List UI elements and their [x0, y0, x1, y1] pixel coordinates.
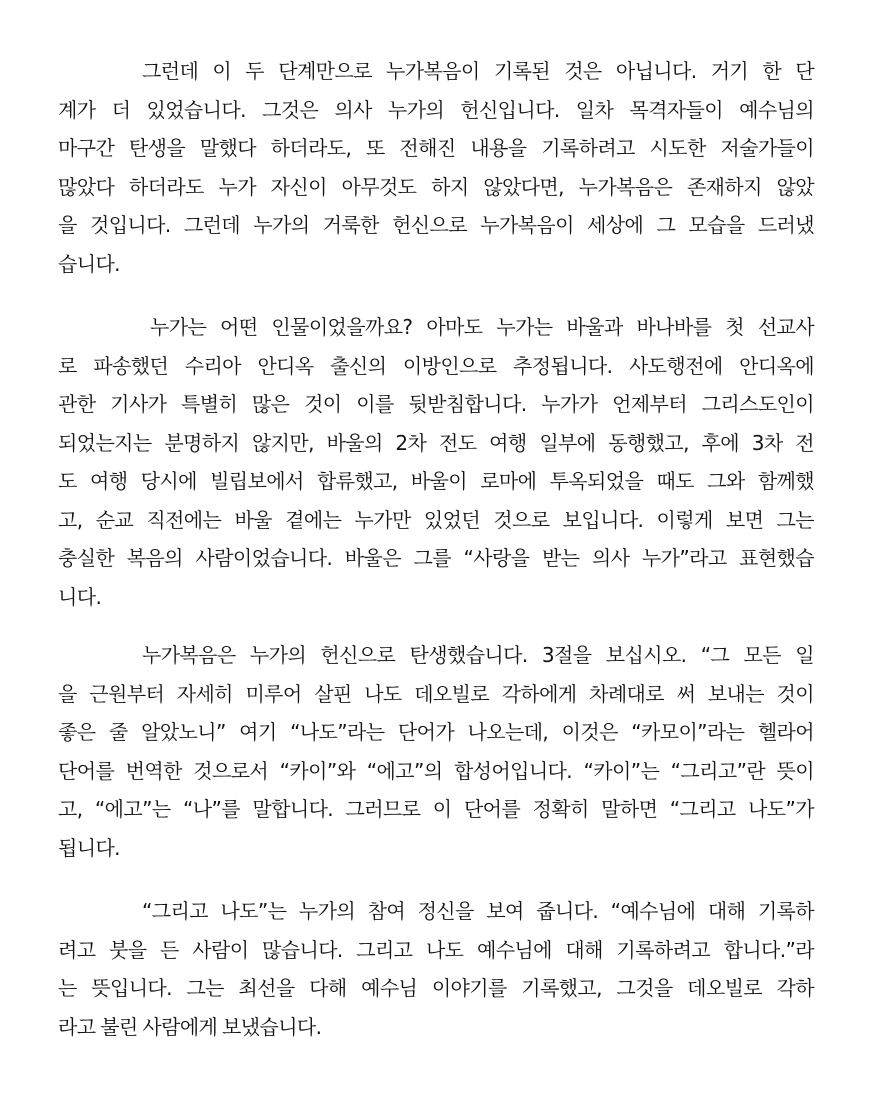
text-line: 니다. [58, 584, 102, 609]
text-line: 그런데 이 두 단계만으로 누가복음이 기록된 것은 아닙니다. 거기 한 단 [142, 59, 814, 83]
text-line: 습니다. [58, 251, 120, 276]
text-line: 관한 기사가 특별히 많은 것이 이를 뒷받침합니다. 누가가 언제부터 그리스도인이 [58, 392, 814, 416]
paragraph-4 [58, 892, 814, 1046]
text-line: 계가 더 있었습니다. 그것은 의사 누가의 헌신입니다. 일차 목격자들이 예수님의 [58, 97, 814, 122]
text-line: 는 뜻입니다. 그는 최선을 다해 예수님 이야기를 기록했고, 그것을 데오빌로 각하 [58, 976, 814, 1000]
paragraph-1 [58, 52, 814, 283]
text-line: 누가는 어떤 인물이었을까요? 아마도 누가는 바울과 바나바를 첫 선교사 [150, 315, 814, 339]
text-line: 되었는지는 분명하지 않지만, 바울의 2차 전도 여행 일부에 동행했고, 후에 3차 전 [58, 430, 814, 455]
text-line: 고, 순교 직전에는 바울 곁에는 누가만 있었던 것으로 보입니다. 이렇게 보면 그는 [58, 507, 814, 532]
text-line: 충실한 복음의 사람이었습니다. 바울은 그를 “사랑을 받는 의사 누가”라고 표현했습 [58, 546, 814, 570]
text-line: 됩니다. [58, 835, 120, 860]
text-line: 단어를 번역한 것으로서 “카이”와 “에고”의 합성어입니다. “카이”는 “그리고”란 뜻이 [58, 758, 814, 783]
text-line: 도 여행 당시에 빌립보에서 합류했고, 바울이 로마에 투옥되었을 때도 그와 함께했 [58, 469, 814, 493]
paragraph-2 [58, 308, 814, 616]
text-line: 누가복음은 누가의 헌신으로 탄생했습니다. 3절을 보십시오. “그 모든 일 [142, 643, 814, 667]
text-line: 라고 불린 사람에게 보냈습니다. [58, 1014, 322, 1039]
paragraph-3 [58, 636, 814, 867]
text-line: 많았다 하더라도 누가 자신이 아무것도 하지 않았다면, 누가복음은 존재하지 않았 [58, 174, 814, 199]
text-line: “그리고 나도”는 누가의 참여 정신을 보여 줍니다. “예수님에 대해 기록하 [142, 899, 814, 923]
text-line: 좋은 줄 알았노니” 여기 “나도”라는 단어가 나오는데, 이것은 “카모이”라는 헬라어 [58, 720, 814, 744]
text-line: 을 근원부터 자세히 미루어 살핀 나도 데오빌로 각하에게 차례대로 써 보내는 것이 [58, 681, 814, 706]
text-line: 마구간 탄생을 말했다 하더라도, 또 전해진 내용을 기록하려고 시도한 저술가들이 [58, 136, 814, 160]
text-line: 을 것입니다. 그런데 누가의 거룩한 헌신으로 누가복음이 세상에 그 모습을 드러냈 [58, 213, 814, 237]
text-line: 려고 붓을 든 사람이 많습니다. 그리고 나도 예수님에 대해 기록하려고 합니다.”라 [58, 937, 814, 962]
text-line: 로 파송했던 수리아 안디옥 출신의 이방인으로 추정됩니다. 사도행전에 안디옥에 [58, 353, 814, 378]
text-line: 고, “에고”는 “나”를 말합니다. 그러므로 이 단어를 정확히 말하면 “그리고 나도”가 [58, 797, 814, 821]
